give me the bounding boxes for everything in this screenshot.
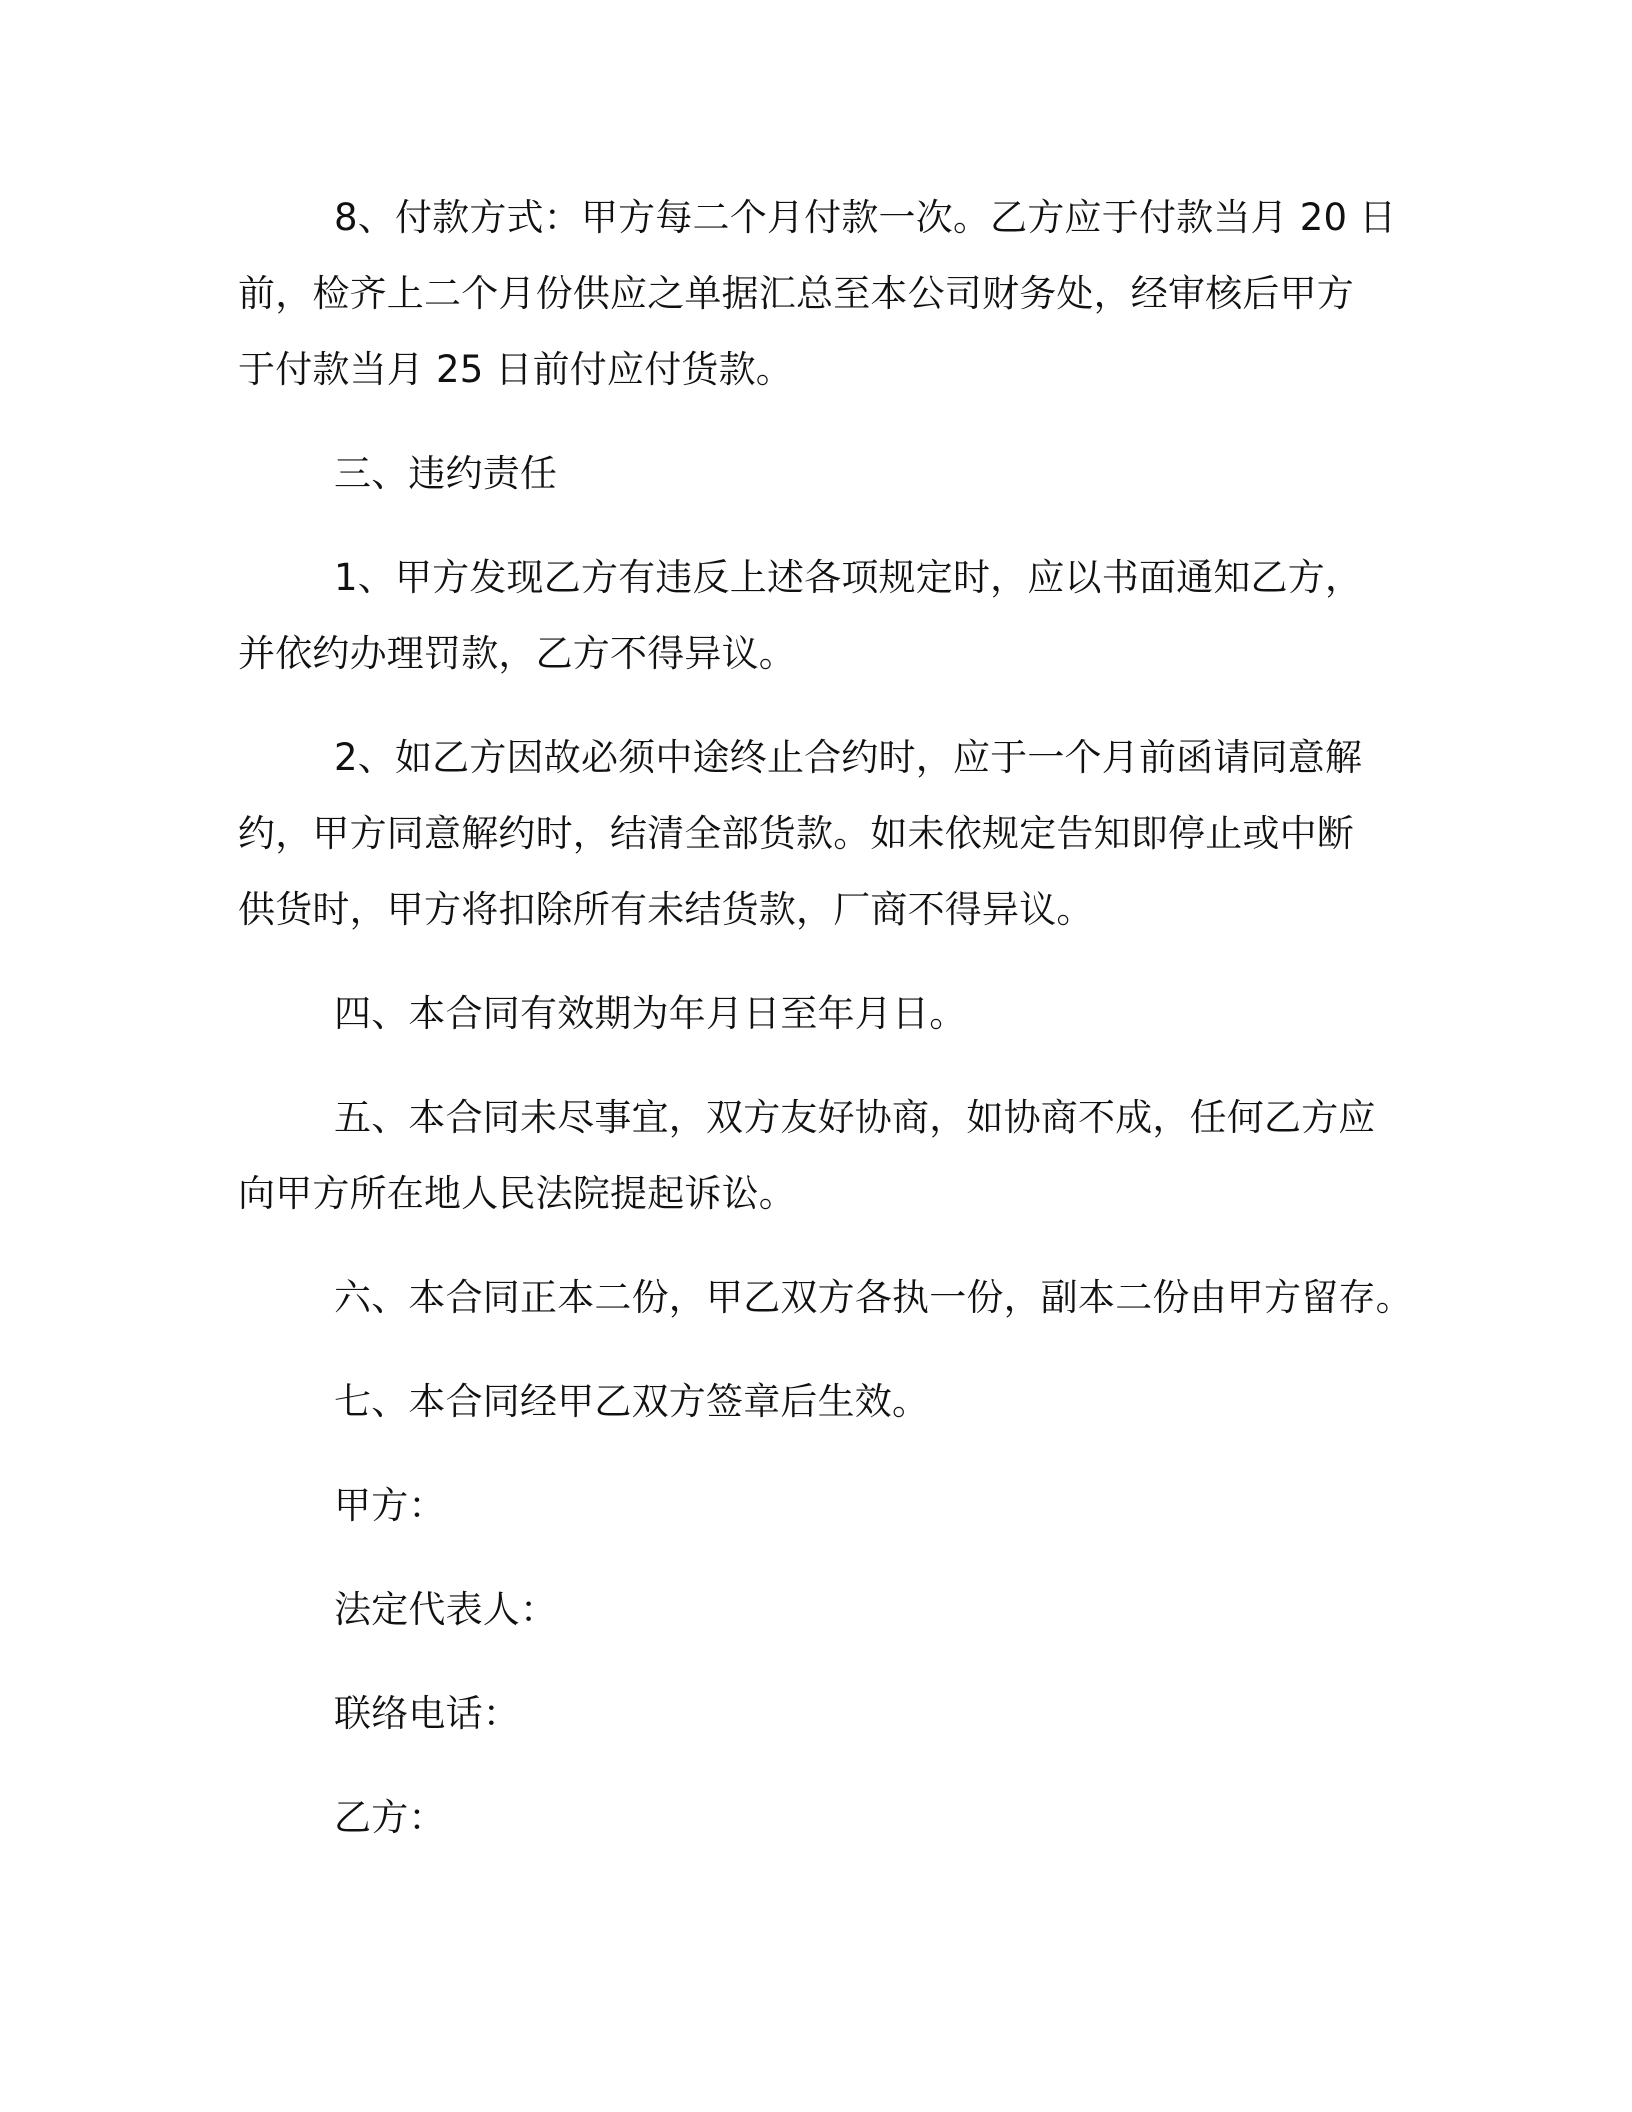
breach-clause-2-line-1: 2、如乙方因故必须中途终止合约时，应于一个月前函请同意解	[334, 736, 1363, 779]
breach-clause-2-line-2: 约，甲方同意解约时，结清全部货款。如未依规定告知即停止或中断	[238, 812, 1354, 855]
legal-representative-label: 法定代表人：	[334, 1588, 558, 1631]
section-heading-breach: 三、违约责任	[334, 452, 558, 495]
breach-clause-1-line-1: 1、甲方发现乙方有违反上述各项规定时，应以书面通知乙方，	[334, 556, 1363, 599]
party-a-label: 甲方：	[334, 1484, 446, 1527]
section-four: 四、本合同有效期为年月日至年月日。	[334, 992, 967, 1035]
section-five-line-2: 向甲方所在地人民法院提起诉讼。	[238, 1172, 796, 1215]
clause-8-line-2: 前，检齐上二个月份供应之单据汇总至本公司财务处，经审核后甲方	[238, 272, 1354, 315]
clause-8-line-3: 于付款当月 25 日前付应付货款。	[238, 348, 794, 391]
breach-clause-1-line-2: 并依约办理罚款，乙方不得异议。	[238, 632, 796, 675]
section-five-line-1: 五、本合同未尽事宜，双方友好协商，如协商不成，任何乙方应	[334, 1096, 1376, 1139]
clause-8-line-1: 8、付款方式：甲方每二个月付款一次。乙方应于付款当月 20 日	[334, 196, 1397, 239]
section-seven: 七、本合同经甲乙双方签章后生效。	[334, 1380, 930, 1423]
party-b-label: 乙方：	[334, 1796, 446, 1839]
breach-clause-2-line-3: 供货时，甲方将扣除所有未结货款，厂商不得异议。	[238, 888, 1094, 931]
contact-phone-label: 联络电话：	[334, 1692, 520, 1735]
section-six: 六、本合同正本二份，甲乙双方各执一份，副本二份由甲方留存。	[334, 1276, 1413, 1319]
